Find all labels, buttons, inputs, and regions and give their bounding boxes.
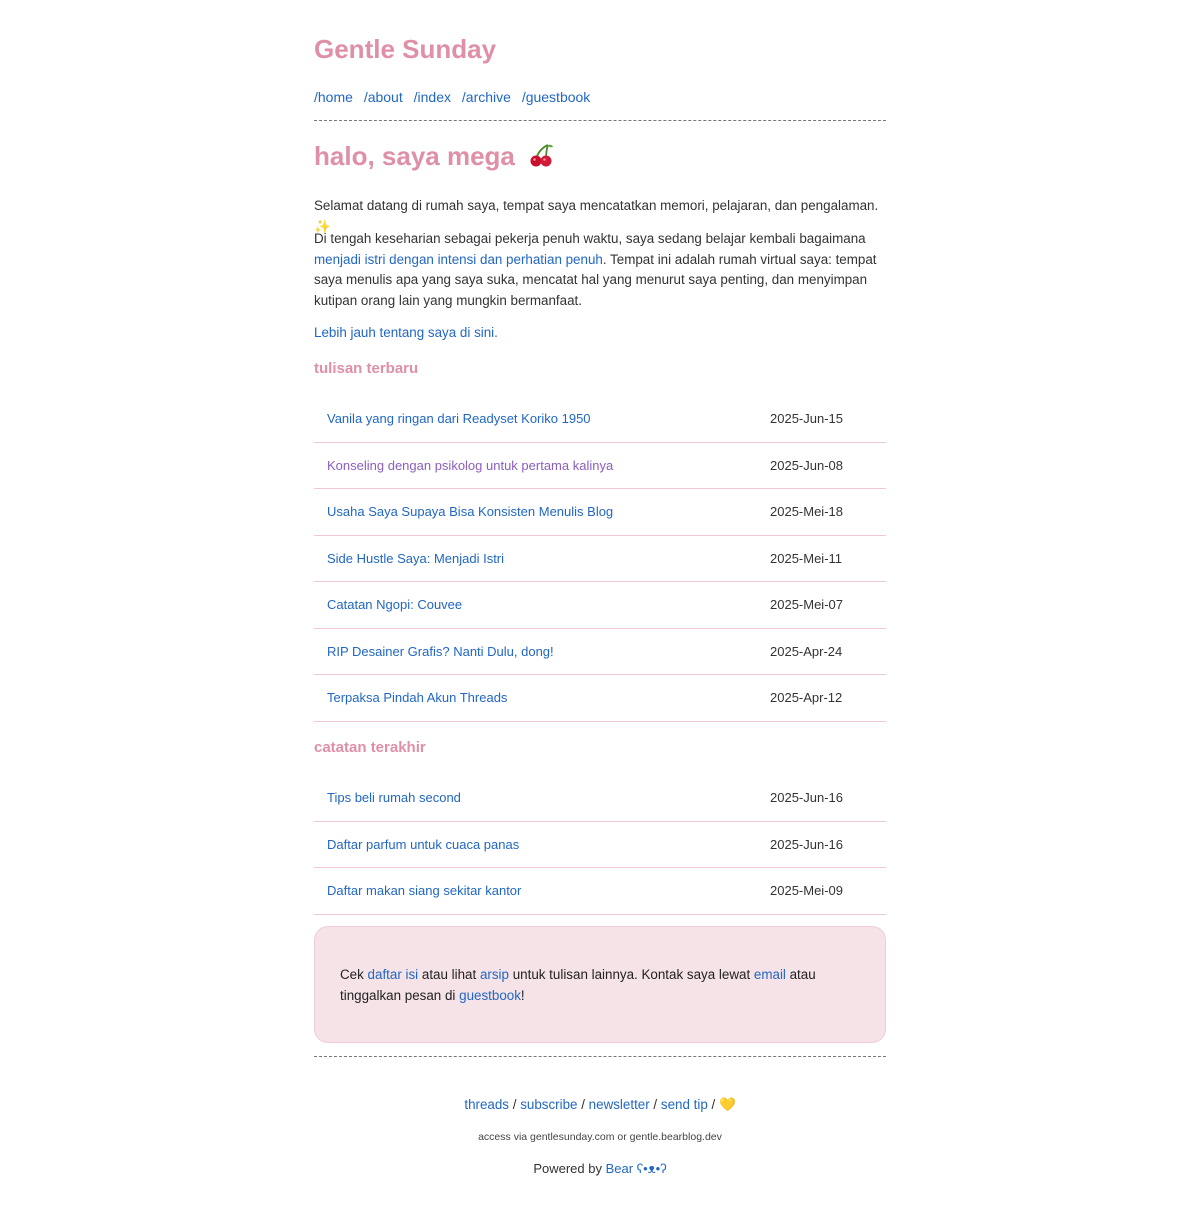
post-date: 2025-Jun-15 [770,411,843,427]
site-title[interactable]: Gentle Sunday [314,34,497,64]
nav-archive[interactable]: /archive [461,89,511,105]
post-date: 2025-Apr-12 [770,690,843,706]
callout-text-5: ! [520,988,525,1003]
intro-heading-text: halo, saya mega [314,141,515,171]
footer-divider [314,1056,886,1057]
footer-separator: / [509,1097,521,1112]
post-link[interactable]: RIP Desainer Grafis? Nanti Dulu, dong! [327,643,554,659]
post-date: 2025-Mei-11 [770,550,843,566]
recent-notes-list [314,775,886,915]
post-row [314,396,886,443]
note-row [314,775,886,822]
post-date: 2025-Apr-24 [770,643,843,659]
wife-intention-link[interactable]: menjadi istri dengan intensi dan perhatian penuh [314,251,603,267]
guestbook-link[interactable]: guestbook [459,988,521,1003]
post-link[interactable]: Side Hustle Saya: Menjadi Istri [327,550,505,566]
nav-about[interactable]: /about [363,89,403,105]
recent-posts-list [314,396,886,722]
post-row [314,582,886,629]
note-date: 2025-Jun-16 [770,836,843,852]
post-date: 2025-Jun-08 [770,457,843,473]
footer-separator: / [649,1097,661,1112]
recent-notes-title: catatan terakhir [314,739,426,756]
post-date: 2025-Mei-07 [770,597,843,613]
post-row [314,629,886,676]
about-text-1: Di tengah keseharian sebagai pekerja penuh waktu, saya sedang belajar kembali bagaimana [314,231,866,246]
post-link[interactable]: Catatan Ngopi: Couvee [327,597,463,613]
post-link[interactable]: Vanila yang ringan dari Readyset Koriko 1950 [327,411,591,427]
callout-text-4: atau tinggalkan pesan di [340,967,816,1003]
note-row [314,822,886,869]
nav-index[interactable]: /index [413,89,451,105]
footer-separator: / [577,1097,589,1112]
top-nav [314,89,597,105]
powered-by [314,1161,886,1176]
archive-link[interactable]: arsip [479,967,509,982]
callout-text-1: Cek [340,967,368,982]
subscribe-link[interactable]: subscribe [520,1097,578,1112]
about-text-2: . Tempat ini adalah rumah virtual saya: tempat saya menulis apa yang saya suka, mencatat hal yang menurut saya penting, dan menyimpan kutipan orang lain yang mungkin bermanfaat. [314,251,877,308]
nav-guestbook[interactable]: /guestbook [521,89,591,105]
note-row [314,868,886,915]
powered-by-text: Powered by [533,1161,606,1176]
note-date: 2025-Jun-16 [770,790,843,806]
callout-box [314,926,886,1043]
recent-posts-title: tulisan terbaru [314,360,419,377]
note-link[interactable]: Tips beli rumah second [327,790,461,806]
email-link[interactable]: email [753,967,786,982]
header-divider [314,120,886,121]
yellow-heart-icon: 💛 [718,1097,736,1112]
note-link[interactable]: Daftar parfum untuk cuaca panas [327,836,520,852]
table-of-contents-link[interactable]: daftar isi [367,967,419,982]
post-row [314,443,886,490]
post-link[interactable]: Konseling dengan psikolog untuk pertama kalinya [327,457,614,473]
intro-heading [314,141,554,175]
post-row [314,675,886,722]
footer-links [314,1097,886,1113]
more-about-paragraph [314,323,886,344]
welcome-text: Selamat datang di rumah saya, tempat saya mencatatkan memori, pelajaran, dan pengalaman. [314,198,879,213]
note-link[interactable]: Daftar makan siang sekitar kantor [327,883,522,899]
cherry-icon [528,142,554,175]
post-link[interactable]: Usaha Saya Supaya Bisa Konsisten Menulis Blog [327,504,614,520]
callout-text-3: untuk tulisan lainnya. Kontak saya lewat [508,967,754,982]
post-date: 2025-Mei-18 [770,504,843,520]
bear-link[interactable]: Bear ʕ•ᴥ•ʔ [605,1161,667,1176]
note-date: 2025-Mei-09 [770,883,843,899]
newsletter-link[interactable]: newsletter [588,1097,650,1112]
callout-text-2: atau lihat [418,967,480,982]
threads-link[interactable]: threads [464,1097,510,1112]
footer-separator: / [707,1097,719,1112]
more-about-link[interactable]: Lebih jauh tentang saya di sini. [314,325,498,340]
about-paragraph [314,229,886,311]
nav-home[interactable]: /home [314,89,353,105]
send-tip-link[interactable]: send tip [660,1097,708,1112]
sparkles-icon: ✨ [314,218,331,234]
access-note: access via gentlesunday.com or gentle.bearblog.dev [478,1131,722,1143]
post-row [314,536,886,583]
post-link[interactable]: Terpaksa Pindah Akun Threads [327,690,508,706]
post-row [314,489,886,536]
